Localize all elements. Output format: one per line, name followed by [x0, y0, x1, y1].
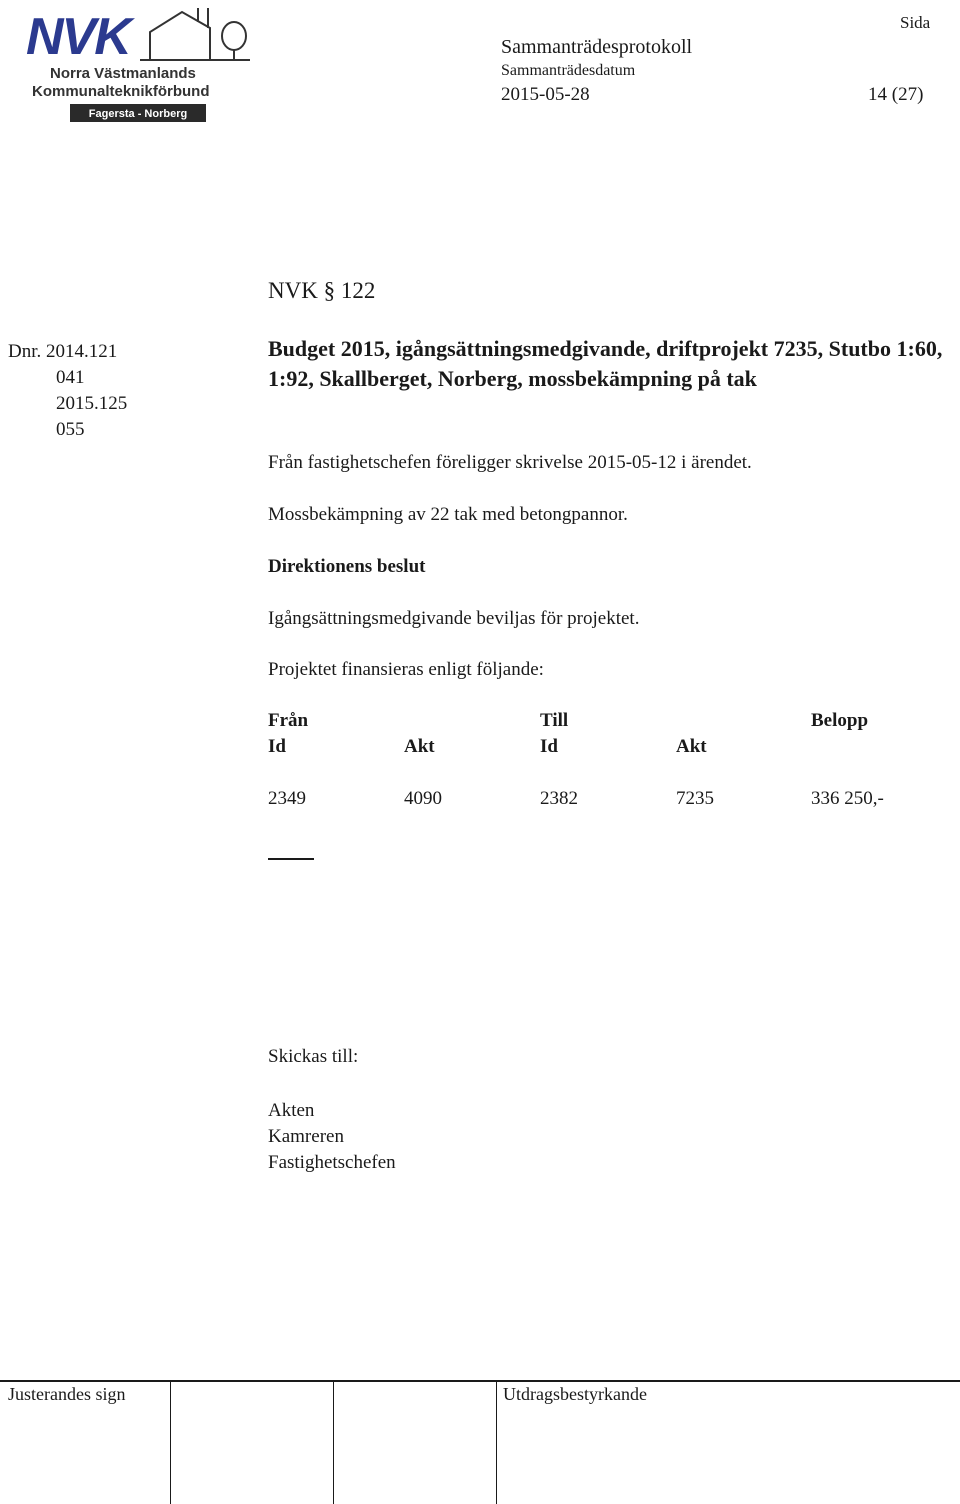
nvk-logo — [22, 4, 254, 126]
separator-rule — [268, 858, 314, 860]
dnr-line-3: 2015.125 — [56, 393, 128, 414]
table-group-to: Till — [540, 710, 569, 731]
logo-line1: Norra Västmanlands — [50, 65, 196, 82]
section-number: 122 — [340, 278, 376, 303]
logo-house-icon — [140, 8, 250, 60]
footer-divider — [333, 1380, 334, 1504]
table-header-to-id: Id — [540, 736, 558, 757]
subject-heading: Budget 2015, igångsättningsmedgivande, driftprojekt 7235, Stutbo 1:60, 1:92, Skallberget, Norberg, mossbekämpning på tak — [268, 336, 943, 391]
footer-border — [0, 1380, 960, 1382]
cell-from-id: 2349 — [268, 788, 306, 809]
dnr-line-4: 055 — [56, 419, 85, 440]
distribution-item: Akten — [268, 1100, 315, 1121]
distribution-item: Fastighetschefen — [268, 1152, 396, 1173]
dnr-line-2: 041 — [56, 367, 85, 388]
distribution-list — [268, 1098, 396, 1176]
date-label: Sammanträdesdatum — [501, 62, 636, 79]
cell-to-akt: 7235 — [676, 788, 714, 809]
cell-to-id: 2382 — [540, 788, 578, 809]
document-type: Sammanträdesprotokoll — [501, 36, 693, 58]
paragraph-4: Projektet finansieras enligt följande: — [268, 659, 544, 680]
logo-line3: Fagersta - Norberg — [88, 108, 188, 120]
extract-label: Utdragsbestyrkande — [503, 1384, 647, 1404]
dnr-block — [8, 339, 127, 443]
paragraph-1: Från fastighetschefen föreligger skrivelse 2015-05-12 i ärendet. — [268, 452, 752, 473]
cell-from-akt: 4090 — [404, 788, 442, 809]
section-heading — [268, 278, 375, 304]
table-header-from-akt: Akt — [404, 736, 435, 757]
sign-label: Justerandes sign — [8, 1384, 126, 1404]
meeting-date: 2015-05-28 — [501, 84, 590, 105]
section-prefix: NVK — [268, 278, 318, 303]
dnr-line-1: Dnr. 2014.121 — [8, 341, 118, 362]
footer-divider — [170, 1380, 171, 1504]
logo-brand: NVK — [26, 8, 130, 66]
footer-divider — [496, 1380, 497, 1504]
paragraph-3: Igångsättningsmedgivande beviljas för projektet. — [268, 608, 640, 629]
cell-amount: 336 250,- — [811, 788, 884, 809]
section-symbol: § — [323, 278, 336, 303]
table-group-from: Från — [268, 710, 309, 731]
table-header-from-id: Id — [268, 736, 286, 757]
page-label: Sida — [900, 13, 931, 32]
logo-line2: Kommunalteknikförbund — [32, 83, 210, 100]
table-header-to-akt: Akt — [676, 736, 707, 757]
page-number: 14 (27) — [868, 84, 924, 105]
paragraph-2: Mossbekämpning av 22 tak med betongpannor. — [268, 504, 628, 525]
distribution-heading: Skickas till: — [268, 1046, 359, 1067]
distribution-item: Kamreren — [268, 1126, 344, 1147]
table-header-amount: Belopp — [811, 710, 869, 731]
decision-heading: Direktionens beslut — [268, 556, 426, 577]
